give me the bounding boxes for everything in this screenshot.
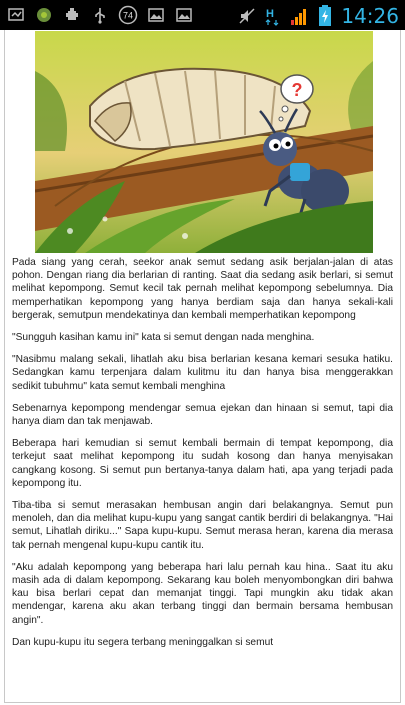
mute-icon [237, 6, 257, 26]
story-illustration [35, 31, 373, 253]
image-icon [146, 5, 166, 25]
story-paragraph: Pada siang yang cerah, seekor anak semut sedang asik berjalan-jalan di atas pohon. Dengan riang dia berlarian di ranting. Saat dia sedang asik berlari, si semut melihat kepompong. Semut kecil tak pernah melihat kepompong sebelumnya. Dia memperhatikan kepompong yang hanya berdiam saja dan hanya sekali-kali bergerak, semutpun mendekatinya dan kembali memperhatikan kepompong [12, 257, 393, 321]
network-label: H [266, 8, 275, 20]
system-icons [237, 4, 399, 28]
story-paragraph: "Sungguh kasihan kamu ini" kata si semut dengan nada menghina. [12, 332, 315, 344]
clock: 14:26 [341, 4, 399, 28]
battery-charging-icon [315, 6, 335, 26]
notification-icon [6, 5, 26, 25]
notification-area [6, 5, 194, 25]
badge-74-icon [118, 5, 138, 25]
status-bar [0, 0, 405, 30]
story-paragraph: Tiba-tiba si semut merasakan hembusan angin dari belakangnya. Semut pun menoleh, dan dia melihat kupu-kupu yang sangat cantik berdiri di belakangnya. "Hai semut, Lihatlah diriku..." Sapa kupu-kupu. Semut merasa heran, karena dia merasa tak pernah mengenal kupu-kupu cantik itu. [12, 500, 393, 551]
story-paragraph: Dan kupu-kupu itu segera terbang meninggalkan si semut [12, 636, 274, 648]
android-icon [34, 5, 54, 25]
usb-icon [90, 5, 110, 25]
story-text [12, 256, 393, 658]
story-paragraph: Sebenarnya kepompong mendengar semua ejekan dan hinaan si semut, tapi dia hanya diam dan tak menjawab. [12, 402, 393, 428]
signal-icon [289, 6, 309, 26]
badge-text: 74 [122, 10, 134, 21]
question-mark: ? [291, 80, 303, 100]
story-paragraph: "Nasibmu malang sekali, lihatlah aku bisa berlarian kesana kemari sesuka hatiku. Sedangkan kamu terpenjara dalam kulitmu itu dan hanya bisa menggerakkan sedikit tubuhmu" kata semut kembali menghina [12, 354, 393, 392]
usb-debug-icon [62, 5, 82, 25]
story-paragraph: Beberapa hari kemudian si semut kembali bermain di tempat kepompong, dia terkejut saat melihat kepompong itu sudah kosong dan hanya menyisakan cangkang kosong. Si semut pun bertanya-tanya dalam hati, apa yang terjadi pada kepompong itu. [12, 438, 393, 489]
network-type-icon [263, 6, 283, 26]
image-icon [174, 5, 194, 25]
story-paragraph: "Aku adalah kepompong yang beberapa hari lalu pernah kau hina.. Saat itu aku masih ada di dalam kepompong. Sekarang kau boleh menyombongkan diri bahwa kau bisa berlari cepat dan memanjat tinggi. Tapi mungkin aku tidak akan mendengar, karena aku akan terbang tinggi dan bermain bersama hembusan angin". [12, 561, 393, 626]
